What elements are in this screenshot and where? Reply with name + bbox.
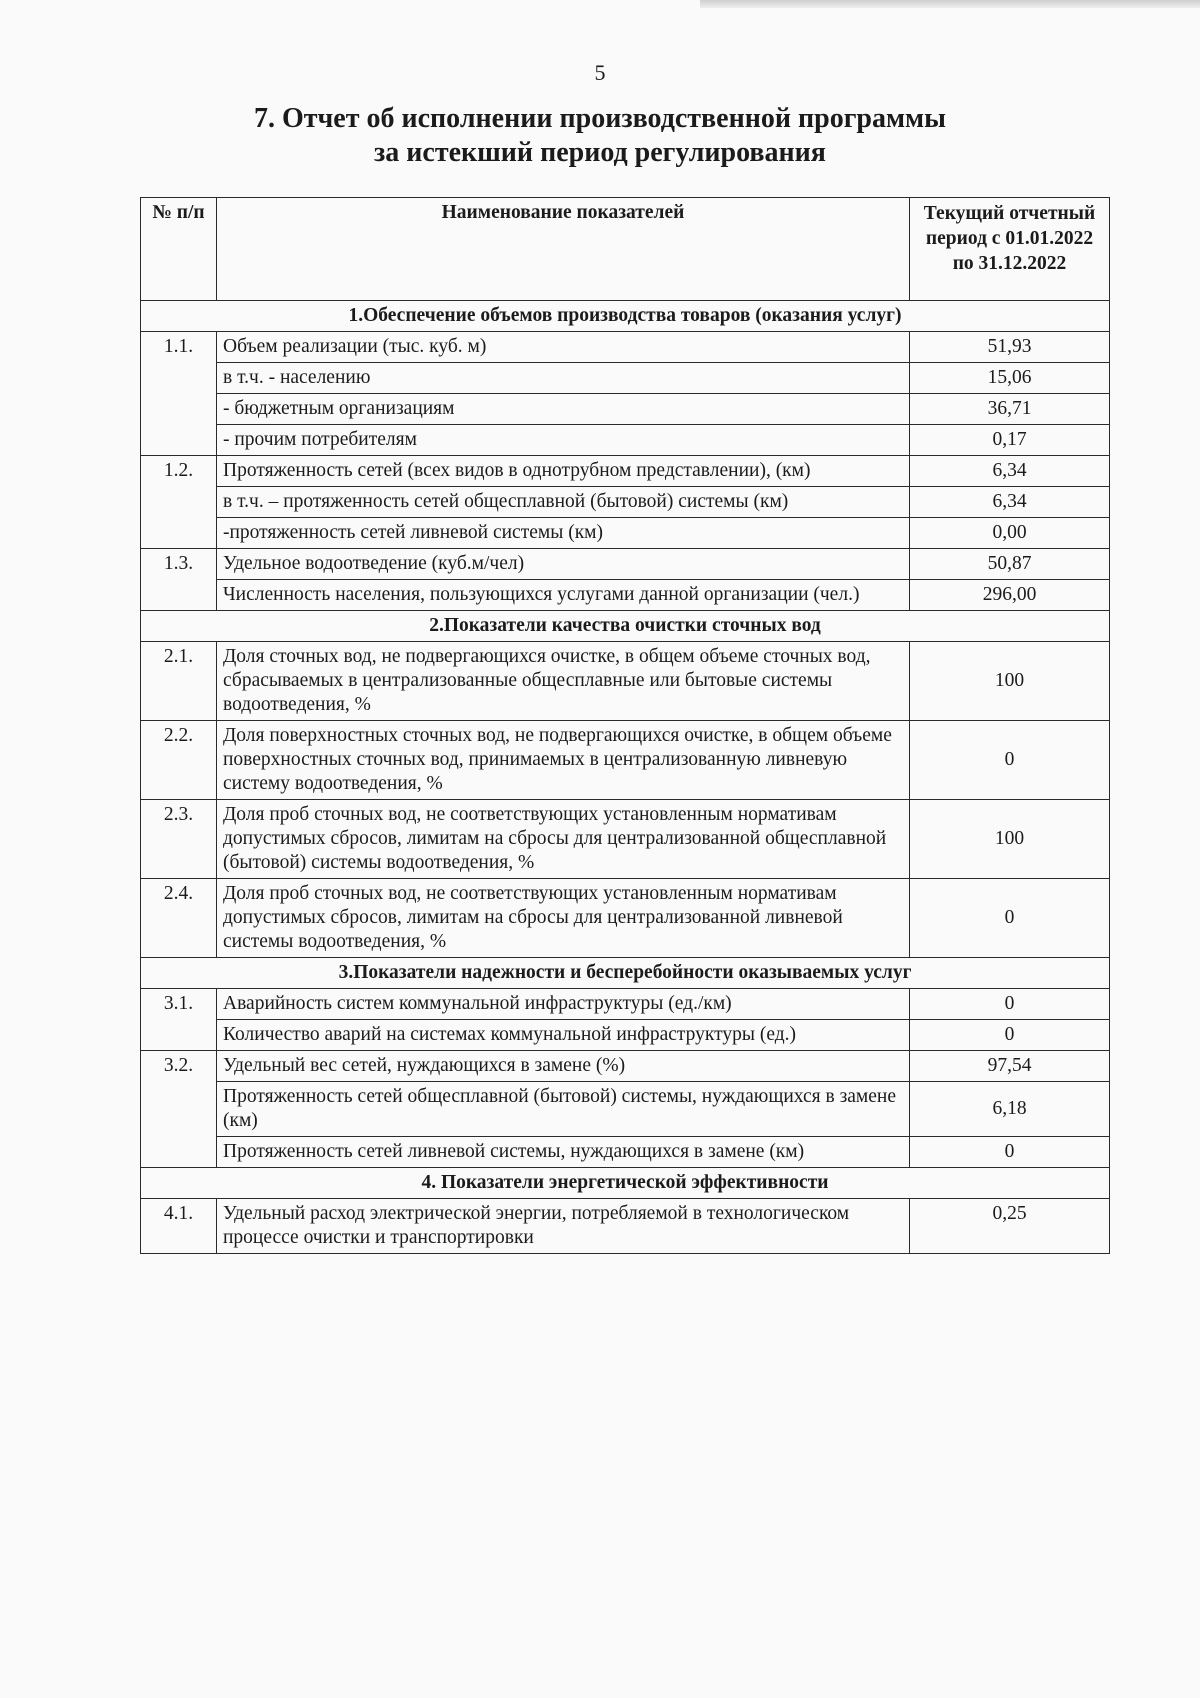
table-row [141, 487, 1110, 518]
row-name: Количество аварий на системах коммунальной инфраструктуры (ед.) [217, 1020, 910, 1051]
row-value: 0,17 [910, 425, 1110, 456]
row-name: - бюджетным организациям [217, 394, 910, 425]
header-row [141, 198, 1110, 301]
row-num [141, 518, 217, 549]
table-row [141, 1051, 1110, 1082]
row-name: Удельный вес сетей, нуждающихся в замене (%) [217, 1051, 910, 1082]
row-value: 6,18 [910, 1082, 1110, 1137]
row-value: 296,00 [910, 580, 1110, 611]
row-value: 36,71 [910, 394, 1110, 425]
row-num [141, 487, 217, 518]
header-period: Текущий отчетный период с 01.01.2022 по 31.12.2022 [910, 198, 1110, 301]
title-line-2: за истекший период регулирования [374, 137, 826, 168]
row-value: 0 [910, 1020, 1110, 1051]
row-name: Доля проб сточных вод, не соответствующих установленным нормативам допустимых сбросов, лимитам на сбросы для централизованной ливневой системы водоотведения, % [217, 879, 910, 958]
row-value: 100 [910, 642, 1110, 721]
table-row [141, 363, 1110, 394]
table-row [141, 1199, 1110, 1254]
table-row [141, 518, 1110, 549]
row-num [141, 1137, 217, 1168]
row-value: 97,54 [910, 1051, 1110, 1082]
row-num: 2.3. [141, 800, 217, 879]
row-name: Аварийность систем коммунальной инфраструктуры (ед./км) [217, 989, 910, 1020]
table-row [141, 394, 1110, 425]
row-name: Объем реализации (тыс. куб. м) [217, 332, 910, 363]
row-num: 2.4. [141, 879, 217, 958]
row-value: 0 [910, 721, 1110, 800]
row-value: 100 [910, 800, 1110, 879]
row-name: Доля проб сточных вод, не соответствующих установленным нормативам допустимых сбросов, лимитам на сбросы для централизованной общесплавной (бытовой) системы водоотведения, % [217, 800, 910, 879]
row-num: 2.2. [141, 721, 217, 800]
row-num: 4.1. [141, 1199, 217, 1254]
row-name: Численность населения, пользующихся услугами данной организации (чел.) [217, 580, 910, 611]
row-value: 51,93 [910, 332, 1110, 363]
title-line-1: 7. Отчет об исполнении производственной программы [253, 103, 946, 134]
row-value: 50,87 [910, 549, 1110, 580]
row-value: 0,25 [910, 1199, 1110, 1254]
row-num: 1.2. [141, 456, 217, 487]
row-value: 0 [910, 879, 1110, 958]
row-name: - прочим потребителям [217, 425, 910, 456]
row-name: Доля сточных вод, не подвергающихся очистке, в общем объеме сточных вод, сбрасываемых в централизованные общесплавные или бытовые системы водоотведения, % [217, 642, 910, 721]
row-value: 15,06 [910, 363, 1110, 394]
document-title [0, 102, 1200, 170]
row-value: 0 [910, 1137, 1110, 1168]
table-row [141, 580, 1110, 611]
row-name: -протяженность сетей ливневой системы (км) [217, 518, 910, 549]
page-number: 5 [594, 60, 606, 85]
table-row [141, 879, 1110, 958]
row-num: 3.2. [141, 1051, 217, 1082]
table-row [141, 1082, 1110, 1137]
table-row [141, 1137, 1110, 1168]
section-heading: 4. Показатели энергетической эффективности [141, 1168, 1110, 1199]
row-value: 0,00 [910, 518, 1110, 549]
header-num: № п/п [141, 198, 217, 301]
scan-edge [700, 0, 1200, 8]
table-row [141, 1020, 1110, 1051]
row-num [141, 425, 217, 456]
row-num [141, 394, 217, 425]
row-name: Удельное водоотведение (куб.м/чел) [217, 549, 910, 580]
row-name: Протяженность сетей ливневой системы, нуждающихся в замене (км) [217, 1137, 910, 1168]
row-name: Протяженность сетей общесплавной (бытовой) системы, нуждающихся в замене (км) [217, 1082, 910, 1137]
table-row [141, 332, 1110, 363]
table-row [141, 549, 1110, 580]
row-name: в т.ч. – протяженность сетей общесплавной (бытовой) системы (км) [217, 487, 910, 518]
row-name: Доля поверхностных сточных вод, не подвергающихся очистке, в общем объеме поверхностных сточных вод, принимаемых в централизованную ливневую систему водоотведения, % [217, 721, 910, 800]
section-heading: 2.Показатели качества очистки сточных вод [141, 611, 1110, 642]
table-row [141, 800, 1110, 879]
table-row [141, 456, 1110, 487]
row-num [141, 1020, 217, 1051]
row-name: Протяженность сетей (всех видов в однотрубном представлении), (км) [217, 456, 910, 487]
table-row [141, 989, 1110, 1020]
row-value: 6,34 [910, 456, 1110, 487]
table-row [141, 425, 1110, 456]
row-name: Удельный расход электрической энергии, потребляемой в технологическом процессе очистки и транспортировки [217, 1199, 910, 1254]
report-table [140, 197, 1110, 1254]
table-row [141, 721, 1110, 800]
row-value: 0 [910, 989, 1110, 1020]
row-name: в т.ч. - населению [217, 363, 910, 394]
row-num [141, 363, 217, 394]
section-heading: 1.Обеспечение объемов производства товаров (оказания услуг) [141, 301, 1110, 332]
table-row [141, 642, 1110, 721]
row-num: 1.3. [141, 549, 217, 580]
row-num: 1.1. [141, 332, 217, 363]
row-num [141, 1082, 217, 1137]
row-value: 6,34 [910, 487, 1110, 518]
row-num [141, 580, 217, 611]
row-num: 3.1. [141, 989, 217, 1020]
row-num: 2.1. [141, 642, 217, 721]
section-heading: 3.Показатели надежности и бесперебойности оказываемых услуг [141, 958, 1110, 989]
header-name: Наименование показателей [217, 198, 910, 301]
